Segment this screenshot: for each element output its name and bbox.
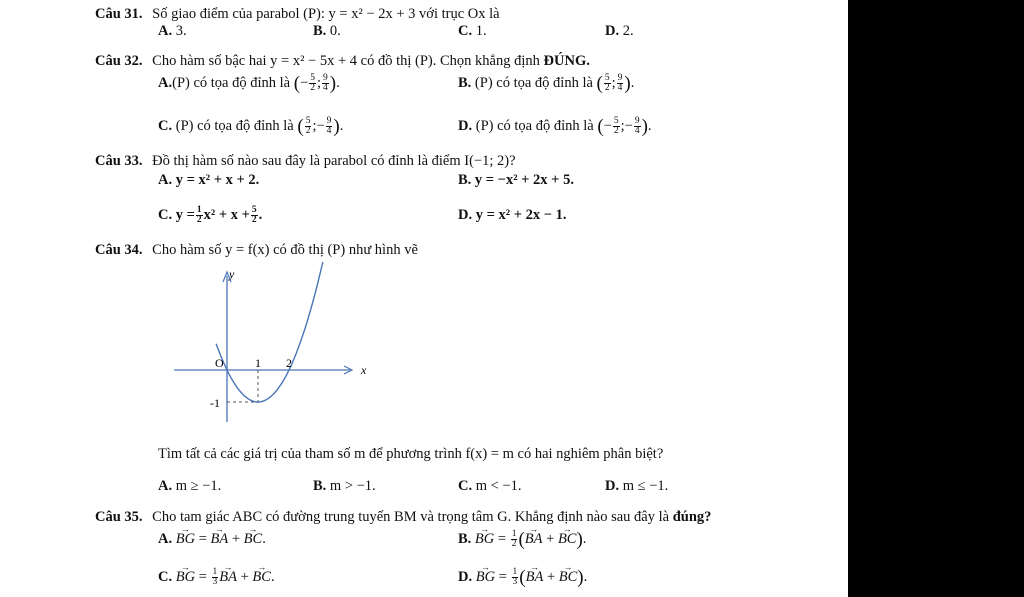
q32-label: Câu 32. [95, 53, 143, 69]
y-axis-label: y [229, 267, 235, 281]
q34-d-letter: D. [605, 478, 620, 494]
q31-text: Số giao điểm của parabol (P): y = x² − 2x + 3 với trục Ox là [152, 6, 500, 22]
q32-c-frac1: $\frac{5}{2}$ [305, 116, 311, 137]
q32-stem [95, 52, 590, 70]
q32-option-b[interactable]: B. (P) có tọa độ đỉnh là ( $\frac{5}{2}$ ; $\frac{9}{4}$ ). [458, 73, 635, 94]
q35-a-letter: A. [158, 531, 173, 547]
q35-b-letter: B. [458, 531, 472, 547]
tick-2-label: 2 [286, 356, 292, 370]
q31-a-text: 3. [175, 23, 187, 39]
q34-option-c[interactable] [458, 477, 522, 495]
q34-text: Cho hàm số y = f(x) có đồ thị (P) như hình vẽ [152, 242, 418, 258]
q31-option-b[interactable] [313, 22, 341, 40]
q32-d-text: (P) có tọa độ đỉnh là [475, 118, 594, 134]
q33-c-mid: x² + x + [203, 207, 250, 223]
q33-option-b[interactable] [458, 171, 574, 189]
q34-b-text: m > −1. [329, 478, 376, 494]
q33-option-d[interactable] [458, 206, 567, 224]
q35-text: Cho tam giác ABC có đường trung tuyến BM và trọng tâm G. Khẳng định nào sau đây là [152, 509, 670, 525]
q33-a-letter: A. [158, 172, 173, 188]
q31-label: Câu 31. [95, 6, 143, 22]
q32-b-text: (P) có tọa độ đỉnh là [474, 75, 593, 91]
q31-a-letter: A. [158, 23, 173, 39]
q34-d-text: m ≤ −1. [622, 478, 669, 494]
q35-option-a[interactable]: A. → BG = → BA + → BC. [158, 530, 266, 548]
q34-b-letter: B. [313, 478, 327, 494]
origin-label: O [215, 356, 224, 370]
q32-c-letter: C. [158, 118, 173, 134]
q32-option-d[interactable]: D. (P) có tọa độ đỉnh là (− $\frac{5}{2}$ ;− $\frac{9}{4}$ ). [458, 116, 652, 137]
q33-b-letter: B. [458, 172, 472, 188]
q31-b-text: 0. [329, 23, 341, 39]
parabol-curve [216, 262, 323, 402]
q34-a-letter: A. [158, 478, 173, 494]
q33-c-frac1: $\frac{1}{2}$ [196, 205, 202, 226]
q31-option-d[interactable] [605, 22, 634, 40]
q33-c-letter: C. [158, 207, 173, 223]
tick-1-label: 1 [255, 356, 261, 370]
q32-d-sign1: − [603, 118, 612, 134]
q33-stem [95, 152, 516, 170]
q32-option-c[interactable]: C. (P) có tọa độ đỉnh là ( $\frac{5}{2}$ ;− $\frac{9}{4}$ ). [158, 116, 344, 137]
q33-d-text: y = x² + 2x − 1. [475, 207, 567, 223]
q31-c-text: 1. [475, 23, 487, 39]
q33-option-c[interactable] [158, 206, 262, 225]
q33-b-text: y = −x² + 2x + 5. [474, 172, 574, 188]
q34-c-text: m < −1. [475, 478, 522, 494]
q31-c-letter: C. [458, 23, 473, 39]
q34-option-d[interactable] [605, 477, 668, 495]
q32-b-letter: B. [458, 75, 472, 91]
q32-a-text: (P) có tọa độ đỉnh là [172, 75, 291, 91]
q35-c-letter: C. [158, 569, 173, 585]
q32-c-text: (P) có tọa độ đỉnh là [175, 118, 294, 134]
q34-a-text: m ≥ −1. [175, 478, 222, 494]
q35-option-c[interactable]: C. → BG = $\frac{1}{3}$ → BA + → BC. [158, 568, 275, 587]
q33-option-a[interactable] [158, 171, 259, 189]
q34-ask: Tìm tất cả các giá trị của tham số m để phương trình f(x) = m có hai nghiêm phân biệt? [158, 446, 664, 462]
q31-d-letter: D. [605, 23, 620, 39]
q34-c-letter: C. [458, 478, 473, 494]
q33-c-frac2: $\frac{5}{2}$ [251, 205, 257, 226]
q33-c-end: . [258, 207, 263, 223]
q33-d-letter: D. [458, 207, 473, 223]
q35-option-d[interactable]: D. → BG = $\frac{1}{3}$ (→ BA + → BC). [458, 568, 587, 587]
parabol-graph [160, 262, 380, 432]
q32-d-frac1: $\frac{5}{2}$ [613, 116, 619, 137]
q31-option-c[interactable] [458, 22, 487, 40]
q32-b-frac1: $\frac{5}{2}$ [604, 73, 610, 94]
q31-stem [95, 5, 500, 23]
x-axis-label: x [361, 363, 367, 377]
q32-b-frac2: $\frac{9}{4}$ [617, 73, 623, 94]
q32-a-letter: A. [158, 75, 173, 91]
q35-emph: đúng? [672, 509, 712, 525]
q32-a-sign1: − [300, 75, 309, 91]
q32-d-frac2: $\frac{9}{4}$ [634, 116, 640, 137]
q35-d-letter: D. [458, 569, 473, 585]
q32-c-sign2: − [316, 118, 325, 134]
q33-label: Câu 33. [95, 153, 143, 169]
q34-label: Câu 34. [95, 242, 143, 258]
q32-emph: ĐÚNG. [543, 53, 590, 69]
q33-a-text: y = x² + x + 2. [175, 172, 260, 188]
q33-c-pre: y = [175, 207, 195, 223]
q35-label: Câu 35. [95, 509, 143, 525]
q33-text: Đồ thị hàm số nào sau đây là parabol có đỉnh là điểm I(−1; 2)? [152, 153, 516, 169]
q32-text: Cho hàm số bậc hai y = x² − 5x + 4 có đồ thị (P). Chọn khẳng định [152, 53, 540, 69]
q34-option-a[interactable] [158, 477, 221, 495]
q32-c-frac2: $\frac{9}{4}$ [326, 116, 332, 137]
q31-option-a[interactable] [158, 22, 187, 40]
q32-a-frac1: $\frac{5}{2}$ [310, 73, 315, 94]
viewer-background [848, 0, 1024, 597]
q32-option-a[interactable]: A.(P) có tọa độ đỉnh là (− $\frac{5}{2}$ ; $\frac{9}{4}$ ). [158, 73, 340, 94]
q32-d-letter: D. [458, 118, 473, 134]
q35-option-b[interactable]: B. → BG = $\frac{1}{2}$ (→ BA + → BC). [458, 530, 586, 549]
q34-stem [95, 241, 418, 259]
q34-option-b[interactable] [313, 477, 376, 495]
q31-b-letter: B. [313, 23, 327, 39]
q31-d-text: 2. [622, 23, 634, 39]
q32-d-sign2: − [624, 118, 633, 134]
q32-a-frac2: $\frac{9}{4}$ [323, 73, 328, 94]
tick-neg1-label: -1 [210, 396, 220, 410]
